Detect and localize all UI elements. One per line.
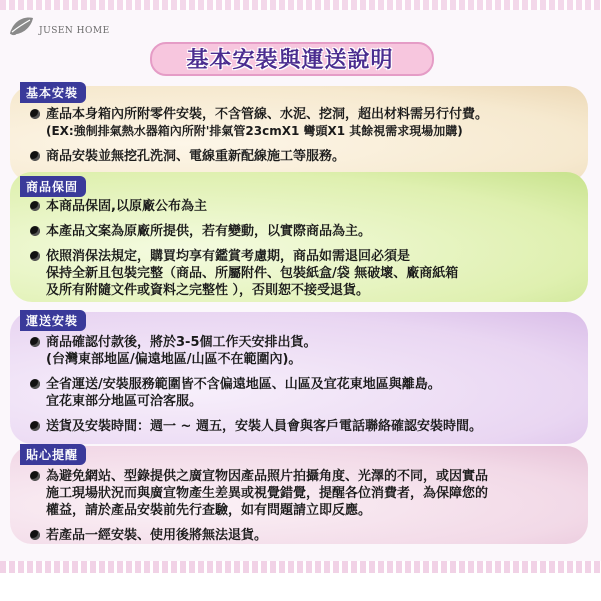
bottom-pattern-border [0, 561, 601, 573]
section-items [30, 468, 568, 552]
bullet-icon [30, 337, 40, 347]
item-line: 依照消保法規定，購買均享有鑑賞考慮期，商品如需退回必須是 [46, 249, 411, 264]
title-banner [150, 36, 430, 82]
bullet-icon [30, 251, 40, 261]
list-item [30, 106, 568, 140]
item-line: 本商品保固,以原廠公布為主 [46, 199, 207, 214]
list-item [30, 248, 568, 299]
bullet-icon [30, 379, 40, 389]
footer-space [0, 573, 601, 601]
item-line: 保持全新且包裝完整（商品、所屬附件、包裝紙盒/袋 無破壞、廠商紙箱 [46, 266, 459, 281]
item-line: 全省運送/安裝服務範圍皆不含偏遠地區、山區及宜花東地區與離島。 [46, 377, 441, 392]
item-line: 本產品文案為原廠所提供，若有變動，以實際商品為主。 [46, 224, 372, 239]
item-line: (EX:強制排氣熱水器箱內所附'排氣管23cmX1 彎頭X1 其餘視需求現場加購) [46, 124, 463, 138]
item-line: 若產品一經安裝、使用後將無法退貨。 [46, 528, 268, 543]
item-line: 權益，請於產品安裝前先行查驗，如有問題請立即反應。 [46, 503, 372, 518]
list-item [30, 148, 568, 165]
section-reminder [10, 446, 588, 544]
list-item [30, 468, 568, 519]
item-line: 施工現場狀況而與廣宣物產生差異或視覺錯覺，提醒各位消費者，為保障您的 [46, 486, 489, 501]
item-line: 及所有附隨文件或資料之完整性 ），否則恕不接受退貨。 [46, 283, 370, 298]
section-label: 基本安裝 [20, 82, 86, 103]
item-line: 宜花東部分地區可洽客服。 [46, 394, 203, 409]
item-line: 商品安裝並無挖孔洗洞、電線重新配線施工等服務。 [46, 149, 346, 164]
item-line: (台灣東部地區/偏遠地區/山區不在範圍內)。 [46, 352, 302, 367]
list-item [30, 223, 568, 240]
section-warranty [10, 172, 588, 302]
bullet-icon [30, 421, 40, 431]
section-basic-install [10, 86, 588, 182]
top-pattern-border [0, 0, 601, 10]
list-item [30, 334, 568, 368]
leaf-logo-icon [7, 14, 35, 38]
item-line: 商品確認付款後，將於3-5個工作天安排出貨。 [46, 335, 317, 350]
brand-logo-text: JUSEN HOME [39, 26, 110, 36]
section-label: 運送安裝 [20, 310, 86, 331]
item-line: 為避免網站、型錄提供之廣宣物因產品照片拍攝角度、光澤的不同，或因實品 [46, 469, 489, 484]
section-label: 貼心提醒 [20, 444, 86, 465]
page-title: 基本安裝與運送說明 [186, 48, 394, 73]
brand-logo [7, 14, 110, 38]
section-shipping [10, 312, 588, 444]
item-line: 送貨及安裝時間：週一 ~ 週五，安裝人員會與客戶電話聯絡確認安裝時間。 [46, 419, 482, 434]
item-line: 產品本身箱內所附零件安裝，不含管線、水泥、挖洞，超出材料需另行付費。 [46, 107, 489, 122]
bullet-icon [30, 109, 40, 119]
bullet-icon [30, 530, 40, 540]
bullet-icon [30, 226, 40, 236]
bullet-icon [30, 471, 40, 481]
section-items [30, 198, 568, 307]
section-items [30, 106, 568, 173]
list-item [30, 376, 568, 410]
bullet-icon [30, 151, 40, 161]
list-item [30, 527, 568, 544]
bullet-icon [30, 201, 40, 211]
list-item [30, 418, 568, 435]
section-label: 商品保固 [20, 176, 86, 197]
section-items [30, 334, 568, 443]
list-item [30, 198, 568, 215]
